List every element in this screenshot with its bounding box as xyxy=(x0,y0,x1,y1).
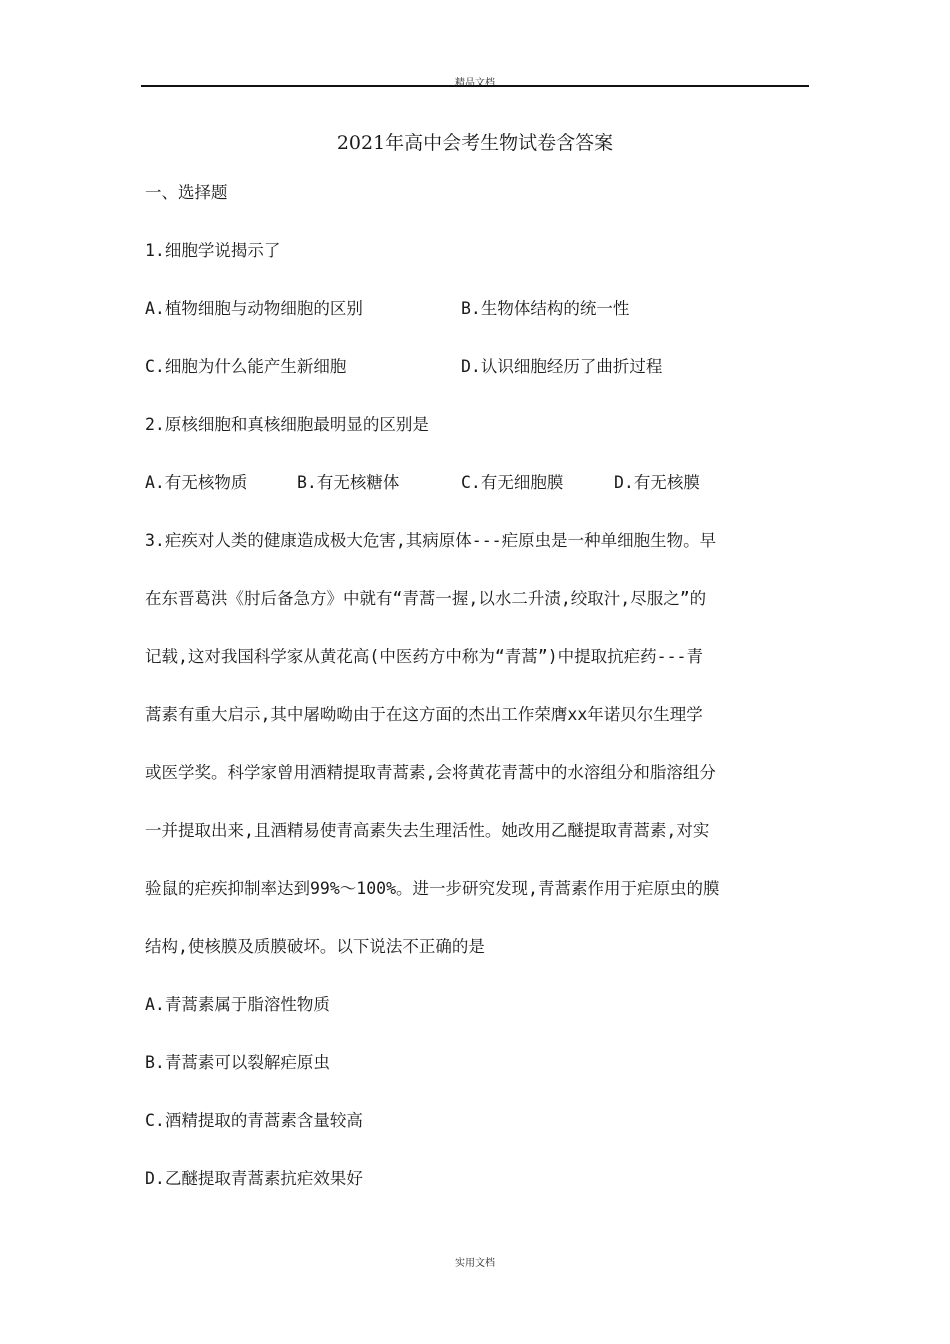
header-rule xyxy=(141,85,809,87)
question-3-line-7: 验鼠的疟疾抑制率达到99%～100%。进一步研究发现,青蒿素作用于疟原虫的膜 xyxy=(145,879,720,898)
question-3-option-d: D.乙醚提取青蒿素抗疟效果好 xyxy=(145,1169,363,1188)
question-3-line-2: 在东晋葛洪《肘后备急方》中就有“青蒿一握,以水二升渍,绞取汁,尽服之”的 xyxy=(145,589,707,608)
question-3-line-3: 记载,这对我国科学家从黄花高(中医药方中称为“青蒿”)中提取抗疟药---青 xyxy=(145,647,703,666)
question-1-option-d: D.认识细胞经历了曲折过程 xyxy=(461,357,663,376)
question-3-line-1: 3.疟疾对人类的健康造成极大危害,其病原体---疟原虫是一种单细胞生物。早 xyxy=(145,531,717,550)
question-2-stem: 2.原核细胞和真核细胞最明显的区别是 xyxy=(145,415,429,434)
question-3-line-6: 一并提取出来,且酒精易使青高素失去生理活性。她改用乙醚提取青蒿素,对实 xyxy=(145,821,710,840)
question-2-option-d: D.有无核膜 xyxy=(614,473,700,492)
question-3-line-4: 蒿素有重大启示,其中屠呦呦由于在这方面的杰出工作荣膺xx年诺贝尔生理学 xyxy=(145,705,703,724)
question-1-option-a: A.植物细胞与动物细胞的区别 xyxy=(145,299,363,318)
question-3-option-a: A.青蒿素属于脂溶性物质 xyxy=(145,995,330,1014)
question-1-option-b: B.生物体结构的统一性 xyxy=(461,299,630,318)
question-2-option-c: C.有无细胞膜 xyxy=(461,473,564,492)
question-2-option-a: A.有无核物质 xyxy=(145,473,248,492)
question-1-option-c: C.细胞为什么能产生新细胞 xyxy=(145,357,347,376)
question-3-option-b: B.青蒿素可以裂解疟原虫 xyxy=(145,1053,330,1072)
page-header-label: 精品文档 xyxy=(455,78,495,89)
section-heading: 一、选择题 xyxy=(145,183,228,202)
question-3-line-5: 或医学奖。科学家曾用酒精提取青蒿素,会将黄花青蒿中的水溶组分和脂溶组分 xyxy=(145,763,716,782)
question-1-stem: 1.细胞学说揭示了 xyxy=(145,241,281,260)
question-2-option-b: B.有无核糖体 xyxy=(297,473,400,492)
question-3-line-8: 结构,使核膜及质膜破坏。以下说法不正确的是 xyxy=(145,937,485,956)
document-title: 2021年高中会考生物试卷含答案 xyxy=(336,132,614,154)
page-footer-label: 实用文档 xyxy=(455,1258,495,1269)
question-3-option-c: C.酒精提取的青蒿素含量较高 xyxy=(145,1111,363,1130)
